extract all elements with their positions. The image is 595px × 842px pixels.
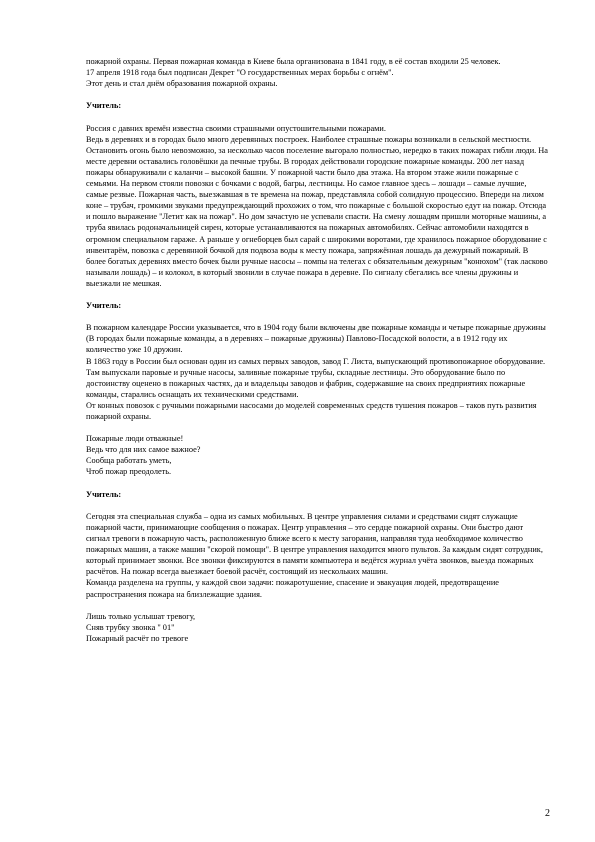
- poem1-line-3: Сообща работать уметь,: [86, 456, 172, 466]
- teacher-heading-1: Учитель:: [86, 101, 122, 111]
- intro-paragraph-1: пожарной охраны. Первая пожарная команда в Киеве была организована в 1841 году, в её состав входили 25 человек.: [86, 57, 501, 66]
- poem1-line-2: Ведь что для них самое важное?: [86, 445, 201, 455]
- page-content: [86, 56, 548, 644]
- section1-paragraph-1: Россия с давних времён известна своими страшными опустошительными пожарами.: [86, 123, 386, 133]
- intro-paragraph-3: Этот день и стал днём образования пожарной охраны.: [86, 79, 278, 89]
- spacer: [86, 289, 548, 300]
- poem1-line-4: Чтоб пожар преодолеть.: [86, 467, 172, 477]
- teacher-heading-2: Учитель:: [86, 301, 122, 311]
- spacer: [86, 478, 548, 489]
- poem2-line-1: Лишь только услышат тревогу,: [86, 611, 196, 621]
- spacer: [86, 600, 548, 611]
- poem2-line-3: Пожарный расчёт по тревоге: [86, 633, 189, 643]
- teacher-heading-3: Учитель:: [86, 489, 122, 499]
- spacer: [86, 89, 548, 100]
- section2-paragraph-2: В 1863 году в России был основан один из самых первых заводов, завод Г. Листа, выпускающий противопожарное оборудование. Там выпускали паровые и ручные насосы, заливные пожарные трубы, складные лестницы. Это оборудование было по достоинству оценено в пожарных частях, да и владельцы заводов и фабрик, содержавшие на своих предприятиях пожарные команды, старались оснащать их техническими средствами.: [86, 356, 546, 399]
- section2-paragraph-3: От конных повозок с ручными пожарными насосами до моделей современных средств тушения пожаров – таков путь развития пожарной охраны.: [86, 400, 537, 421]
- section2-paragraph-1: В пожарном календаре России указывается, что в 1904 году были включены две пожарные команды и четыре пожарные дружины (В городах были пожарные команды, а в деревнях – пожарные дружины) Павлово-Посадской волости, а в 1912 году их количество уже 10 дружин.: [86, 323, 546, 355]
- spacer: [86, 422, 548, 433]
- section1-paragraph-2: Ведь в деревнях и в городах было много деревянных построек. Наиболее страшные пожары возникали в сельской местности. Остановить огонь было невозможно, за несколько часов поселение выгорало полностью, нередко в таких пожарах гибли люди. На месте деревни оставались головёшки да печные трубы. В городах действовали городские пожарные команды. 200 лет назад пожары обнаруживали с каланчи – высокой башни. У пожарной части было два этажа. На втором этаже жили пожарные с семьями. На первом стояли повозки с бочками с водой, багры, лестницы. Но самое главное здесь – лошади – самые лучшие, самые резвые. Пожарная часть, выезжавшая в те времена на пожар, представляла собой солидную процессию. Впереди на лихом коне – трубач, громкими звуками предупреждающий прохожих о том, что пожарные с большой скоростью едут на пожар. Отсюда и пошло выражение "Летит как на пожар". Но дом зачастую не успевали спасти. На смену лошадям пришли моторные машины, а труба явилась родоначальницей сирен, которые устанавливаются на пожарных автомобилях. Сейчас автомобили находятся в огромном специальном гараже. А раньше у огнеборцев был сарай с широкими воротами, где хранилось пожарное оборудование с инвентарём, повозка с деревянной бочкой для подвоза воды к месту пожара, запряжённая лошадь да дежурный пожарный. В более богатых деревнях вместо бочек были ручные насосы – помпы на телегах с обязательным дежурным "конюхом" (так ласково называли лошадь) – и колокол, в который звонили в случае пожара в деревне. По сигналу сбегались все члены дружины и выезжали не мешкая.: [86, 134, 548, 288]
- spacer: [86, 111, 548, 122]
- poem1-line-1: Пожарные люди отважные!: [86, 434, 184, 444]
- section3-paragraph-2: Команда разделена на группы, у каждой свои задачи: пожаротушение, спасение и эвакуация людей, предотвращение распространения пожара на близлежащие здания.: [86, 578, 499, 599]
- spacer: [86, 311, 548, 322]
- page-number: 2: [545, 808, 550, 819]
- section3-paragraph-1: Сегодня эта специальная служба – одна из самых мобильных. В центре управления силами и средствами сидят служащие пожарной части, принимающие сообщения о пожарах. Центр управления – это сердце пожарной охраны. Они быстро дают сигнал тревоги в пожарную часть, расположенную ближе всего к месту загорания, направляя туда необходимое количество пожарных машин, а также машин "скорой помощи". В центре управления находится много пультов. За каждым сидят сотрудник, который принимает звонки. Все звонки фиксируются в памяти компьютера и ведётся журнал учёта звонков, выезда пожарных расчётов. На пожар всегда выезжает боевой расчёт, состоящий из нескольких машин.: [86, 511, 543, 577]
- poem2-line-2: Сняв трубку звонка " 01": [86, 622, 175, 632]
- spacer: [86, 500, 548, 511]
- intro-paragraph-2: 17 апреля 1918 года был подписан Декрет "О государственных мерах борьбы с огнём".: [86, 68, 394, 78]
